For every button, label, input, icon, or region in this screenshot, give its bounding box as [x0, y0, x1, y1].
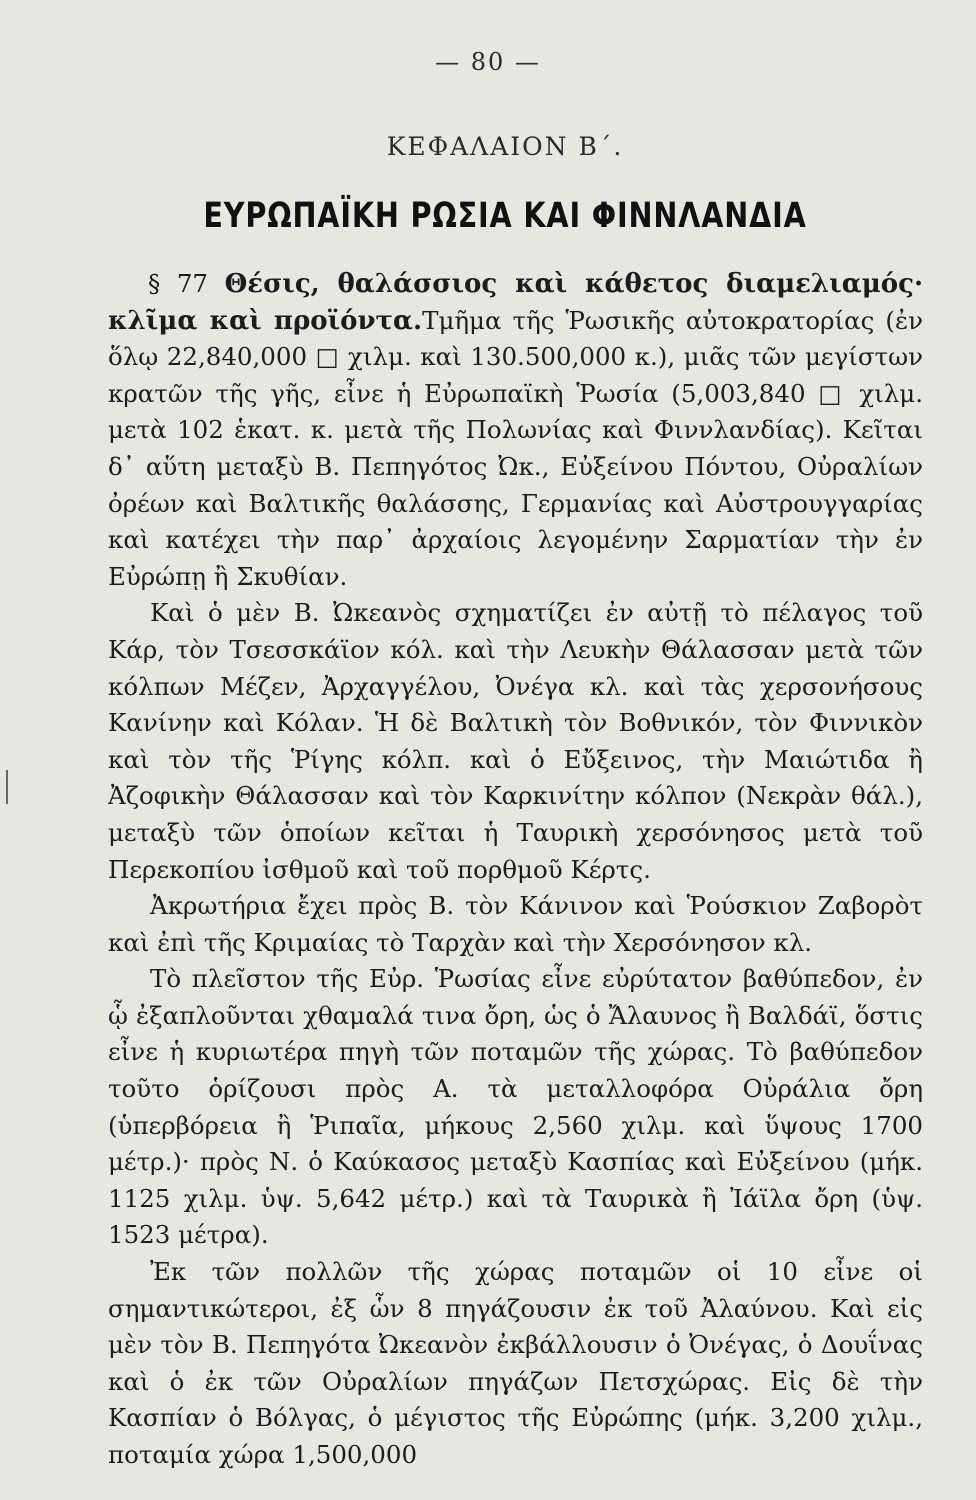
paragraph-5: Ἐκ τῶν πολλῶν τῆς χώρας ποταμῶν οἱ 10 εἶνε οἱ σημαντικώτεροι, ἐξ ὧν 8 πηγάζουσιν ἐκ τοῦ Ἀλαύνου. Καὶ εἰς μὲν τὸν Β. Πεπηγότα Ὠκεανὸν ἐκβάλλουσιν ὁ Ὀνέγας, ὁ Δουΐνας καὶ ὁ ἐκ τῶν Οὐραλίων πηγάζων Πετσχώρας. Εἰς δὲ τὴν Κασπίαν ὁ Βόλγας, ὁ μέγιστος τῆς Εὐρώπης (μήκ. 3,200 χιλμ., ποταμία χώρα 1,500,000 [108, 1257, 923, 1469]
page-number: — 80 — [435, 48, 541, 76]
paragraph-1-text: Τμῆμα τῆς Ῥωσικῆς αὐτοκρατορίας (ἐν ὅλῳ 22,840,000 □ χιλμ. καὶ 130.500,000 κ.), μιᾶς τῶν μεγίστων κρατῶν τῆς γῆς, εἶνε ἡ Εὐρωπαϊκὴ Ῥωσία (5,003,840 □ χιλμ. μετὰ 102 ἑκατ. κ. μετὰ τῆς Πολωνίας καὶ Φιννλανδίας). Κεῖται δ᾽ αὕτη μεταξὺ Β. Πεπηγότος Ὠκ., Εὐξείνου Πόντου, Οὐραλίων ὀρέων καὶ Βαλτικῆς θαλάσσης, Γερμανίας καὶ Αὐστρουγγαρίας καὶ κατέχει τὴν παρ᾽ ἀρχαίοις λεγομένην Σαρματίαν τὴν ἐν Εὐρώπῃ ἢ Σκυθίαν. [108, 305, 923, 591]
section-heading: Θέσις, θαλάσσιος καὶ κάθετος διαμελιαμός· κλῖμα καὶ προϊόντα. [108, 269, 923, 336]
margin-mark [6, 770, 8, 804]
body-text [108, 266, 923, 1474]
paragraph-4: Τὸ πλεῖστον τῆς Εὐρ. Ῥωσίας εἶνε εὐρύτατον βαθύπεδον, ἐν ᾧ ἐξαπλοῦνται χθαμαλά τινα ὄρη, ὡς ὁ Ἄλαυνος ἢ Βαλδάϊ, ὅστις εἶνε ἡ κυριωτέρα πηγὴ τῶν ποταμῶν τῆς χώρας. Τὸ βαθύπεδον τοῦτο ὁρίζουσι πρὸς Α. τὰ μεταλλοφόρα Οὐράλια ὄρη (ὑπερβόρεια ἢ Ῥιπαῖα, μήκους 2,560 χιλμ. καὶ ὕψους 1700 μέτρ.)· πρὸς Ν. ὁ Καύκασος μεταξὺ Κασπίας καὶ Εὐξείνου (μήκ. 1125 χιλμ. ὑψ. 5,642 μέτρ.) καὶ τὰ Ταυρικὰ ἢ Ἰάϊλα ὄρη (ὑψ. 1523 μέτρα). [108, 964, 923, 1250]
paragraph-2: Καὶ ὁ μὲν Β. Ὠκεανὸς σχηματίζει ἐν αὐτῇ τὸ πέλαγος τοῦ Κάρ, τὸν Τσεσσκάϊον κόλ. καὶ τὴν Λευκὴν Θάλασσαν μετὰ τῶν κόλπων Μέζεν, Ἀρχαγγέλου, Ὀνέγα κλ. καὶ τὰς χερσονήσους Κανίνην καὶ Κόλαν. Ἡ δὲ Βαλτικὴ τὸν Βοθνικόν, τὸν Φιννικὸν καὶ τὸν τῆς Ῥίγης κόλπ. καὶ ὁ Εὔξεινος, τὴν Μαιώτιδα ἢ Ἀζοφικὴν Θάλασσαν καὶ τὸν Καρκινίτην κόλπον (Νεκρὰν θάλ.), μεταξὺ τῶν ὁποίων κεῖται ἡ Ταυρικὴ χερσόνησος μετὰ τοῦ Περεκοπίου ἰσθμοῦ καὶ τοῦ πορθμοῦ Κέρτς. [108, 598, 923, 884]
chapter-heading: ΚΕΦΑΛΑΙΟΝ Β΄. [386, 132, 624, 161]
section-number: § 77 [148, 269, 209, 298]
paragraph-1 [108, 266, 923, 595]
chapter-title: ΕΥΡΩΠΑΪΚΗ ΡΩΣΙΑ ΚΑΙ ΦΙΝΝΛΑΝΔΙΑ [203, 196, 807, 236]
paragraph-3: Ἀκρωτήρια ἔχει πρὸς Β. τὸν Κάνινον καὶ Ῥούσκιον Ζαβορὸτ καὶ ἐπὶ τῆς Κριμαίας τὸ Ταρχὰν καὶ τὴν Χερσόνησον κλ. [108, 891, 923, 957]
